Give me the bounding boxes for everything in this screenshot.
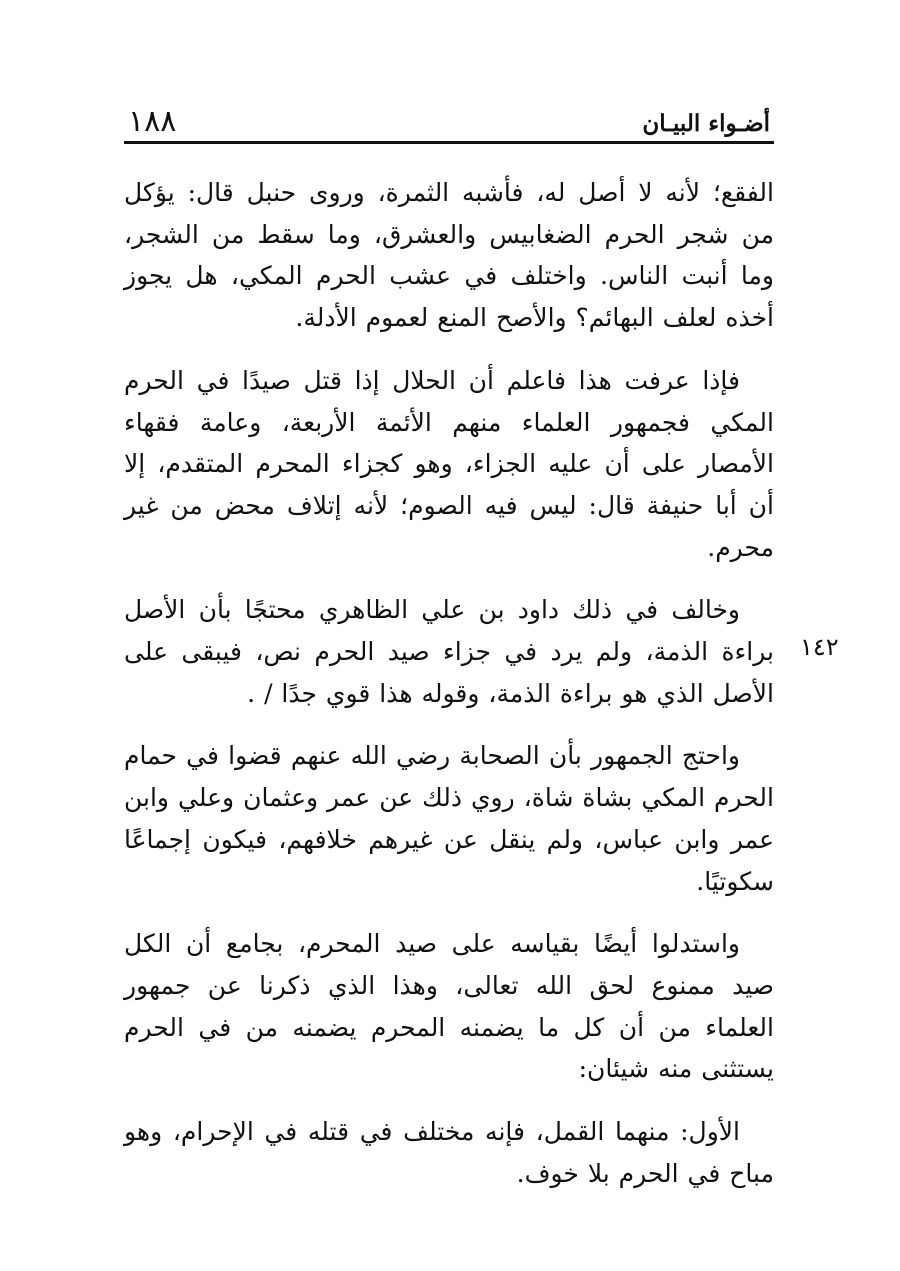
paragraph: وخالف في ذلك داود بن علي الظاهري محتجًا بأن الأصل براءة الذمة، ولم يرد في جزاء صيد الحرم نص، فيبقى على الأصل الذي هو براءة الذمة، وقوله هذا قوي جدًا / . <box>124 595 774 708</box>
paragraph: الأول: منهما القمل، فإنه مختلف في قتله في الإحرام، وهو مباح في الحرم بلا خوف. <box>124 1117 774 1188</box>
running-title: أضـواء البيـان <box>642 110 770 137</box>
paragraph: واحتج الجمهور بأن الصحابة رضي الله عنهم قضوا في حمام الحرم المكي بشاة شاة، روي ذلك عن عمر وعثمان وعلي وابن عمر وابن عباس، ولم ينقل عن غيرهم خلافهم، فيكون إجماعًا سكوتيًا. <box>124 741 774 896</box>
body-text <box>124 172 774 1215</box>
page-header <box>124 104 774 144</box>
paragraph: فإذا عرفت هذا فاعلم أن الحلال إذا قتل صيدًا في الحرم المكي فجمهور العلماء منهم الأئمة الأربعة، وعامة فقهاء الأمصار على أن عليه الجزاء، وهو كجزاء المحرم المتقدم، إلا أن أبا حنيفة قال: ليس فيه الصوم؛ لأنه إتلاف محض من غير محرم. <box>124 365 774 562</box>
page-number: ١٨٨ <box>128 104 177 139</box>
margin-page-reference: ١٤٢ <box>800 633 839 661</box>
paragraph: الفقع؛ لأنه لا أصل له، فأشبه الثمرة، وروى حنبل قال: يؤكل من شجر الحرم الضغابيس والعشرق، وما سقط من الشجر، وما أنبت الناس. واختلف في عشب الحرم المكي، هل يجوز أخذه لعلف البهائم؟ والأصح المنع لعموم الأدلة. <box>124 178 774 333</box>
paragraph: واستدلوا أيضًا بقياسه على صيد المحرم، بجامع أن الكل صيد ممنوع لحق الله تعالى، وهذا الذي ذكرنا عن جمهور العلماء من أن كل ما يضمنه المحرم يضمنه من في الحرم يستثنى منه شيئان: <box>124 929 774 1084</box>
